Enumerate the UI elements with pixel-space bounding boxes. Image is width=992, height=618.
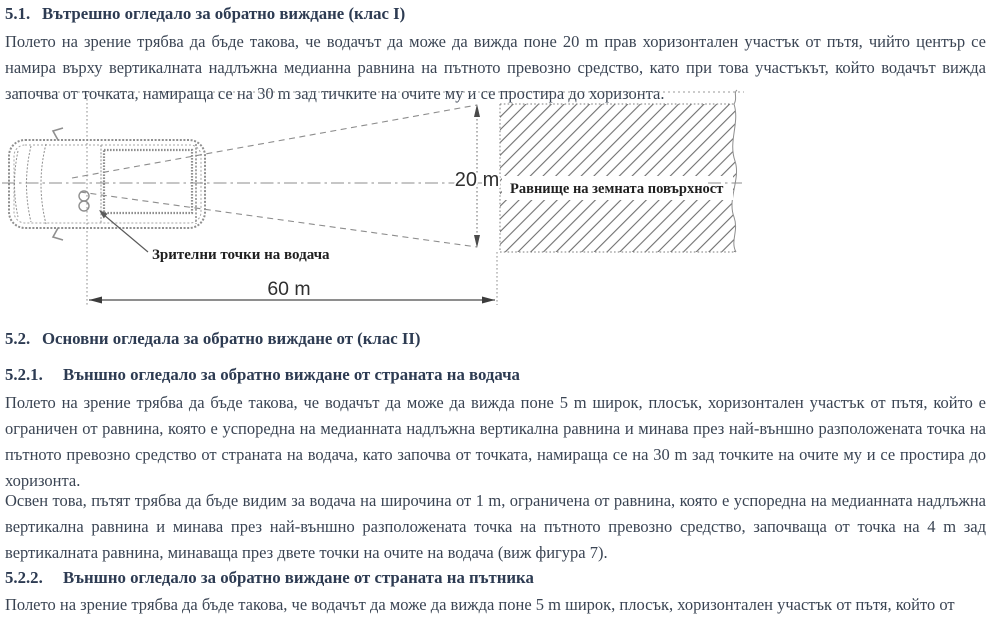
heading-5-2-1 bbox=[5, 364, 986, 385]
heading-5-1-number: 5.1. bbox=[5, 4, 31, 23]
paragraph-passenger-side-mirror: Полето на зрение трябва да бъде такова, че водачът да може да вижда поне 5 m широк, плосък, хоризонтален участък от пътя, който от bbox=[5, 595, 955, 614]
field-of-view-diagram bbox=[0, 89, 992, 313]
vehicle-top-view bbox=[9, 128, 205, 240]
dimension-20m bbox=[455, 104, 499, 248]
passenger-side-mirror bbox=[53, 228, 63, 240]
heading-5-2-number: 5.2. bbox=[5, 329, 31, 348]
heading-5-1-title: Вътрешно огледало за обратно виждане (клас I) bbox=[42, 4, 406, 23]
dimension-20m-label: 20 m bbox=[454, 169, 500, 191]
dimension-60m bbox=[87, 95, 500, 305]
paragraph-class1-field-of-vision: Полето на зрение трябва да бъде такова, че водачът да може да вижда поне 20 m прав хоризонтален участък от пътя, чийто център се намира върху вертикалната надлъжна медианна равнина на пътното превозно средство, като при това участъкът, който водачът вижда започва от точката, намираща се на 30 m зад тичките на очите му и се простира до хоризонта. bbox=[5, 32, 986, 103]
heading-5-2 bbox=[5, 328, 986, 349]
heading-5-2-title: Основни огледала за обратно виждане от (клас II) bbox=[42, 329, 421, 348]
sight-lines bbox=[72, 105, 477, 247]
heading-5-2-1-number: 5.2.1. bbox=[5, 365, 43, 384]
heading-5-2-2-number: 5.2.2. bbox=[5, 568, 43, 587]
ground-plane-hatch bbox=[500, 90, 742, 252]
paragraph-additional-1m-strip: Освен това, пътят трябва да бъде видим за водача на широчина от 1 m, ограничена от равнина, която е успоредна на медианната надлъжна вертикална равнина и минава през най-външно разположената точка на пътното превозно средство, започваща от точка на 4 m зад вертикалната равнина, минаваща през двете точки на очите на водача (виж фигура 7). bbox=[5, 491, 986, 562]
ground-plane-label: Равнище на земната повърхност bbox=[510, 181, 724, 197]
eye-points-label: Зрителни точки на водача bbox=[152, 247, 330, 263]
paragraph-driver-side-mirror: Полето на зрение трябва да бъде такова, че водачът да може да вижда поне 5 m широк, плосък, хоризонтален участък от пътя, който е ограничен от равнина, която е успоредна на медианната надлъжна вертикална равнина и минава през най-външно разположената точка на пътното превозно средство от страната на водача, като започва от точката, намираща се на 30 m зад точките на очите му и се простира до хоризонта. bbox=[5, 393, 986, 490]
dimension-60m-label: 60 m bbox=[267, 278, 311, 300]
eye-points-callout bbox=[99, 210, 330, 263]
heading-5-1 bbox=[5, 3, 986, 24]
heading-5-2-2-title: Външно огледало за обратно виждане от страната на пътника bbox=[63, 568, 534, 587]
driver-side-mirror bbox=[53, 128, 63, 140]
heading-5-2-1-title: Външно огледало за обратно виждане от страната на водача bbox=[63, 365, 520, 384]
heading-5-2-2 bbox=[5, 567, 986, 588]
